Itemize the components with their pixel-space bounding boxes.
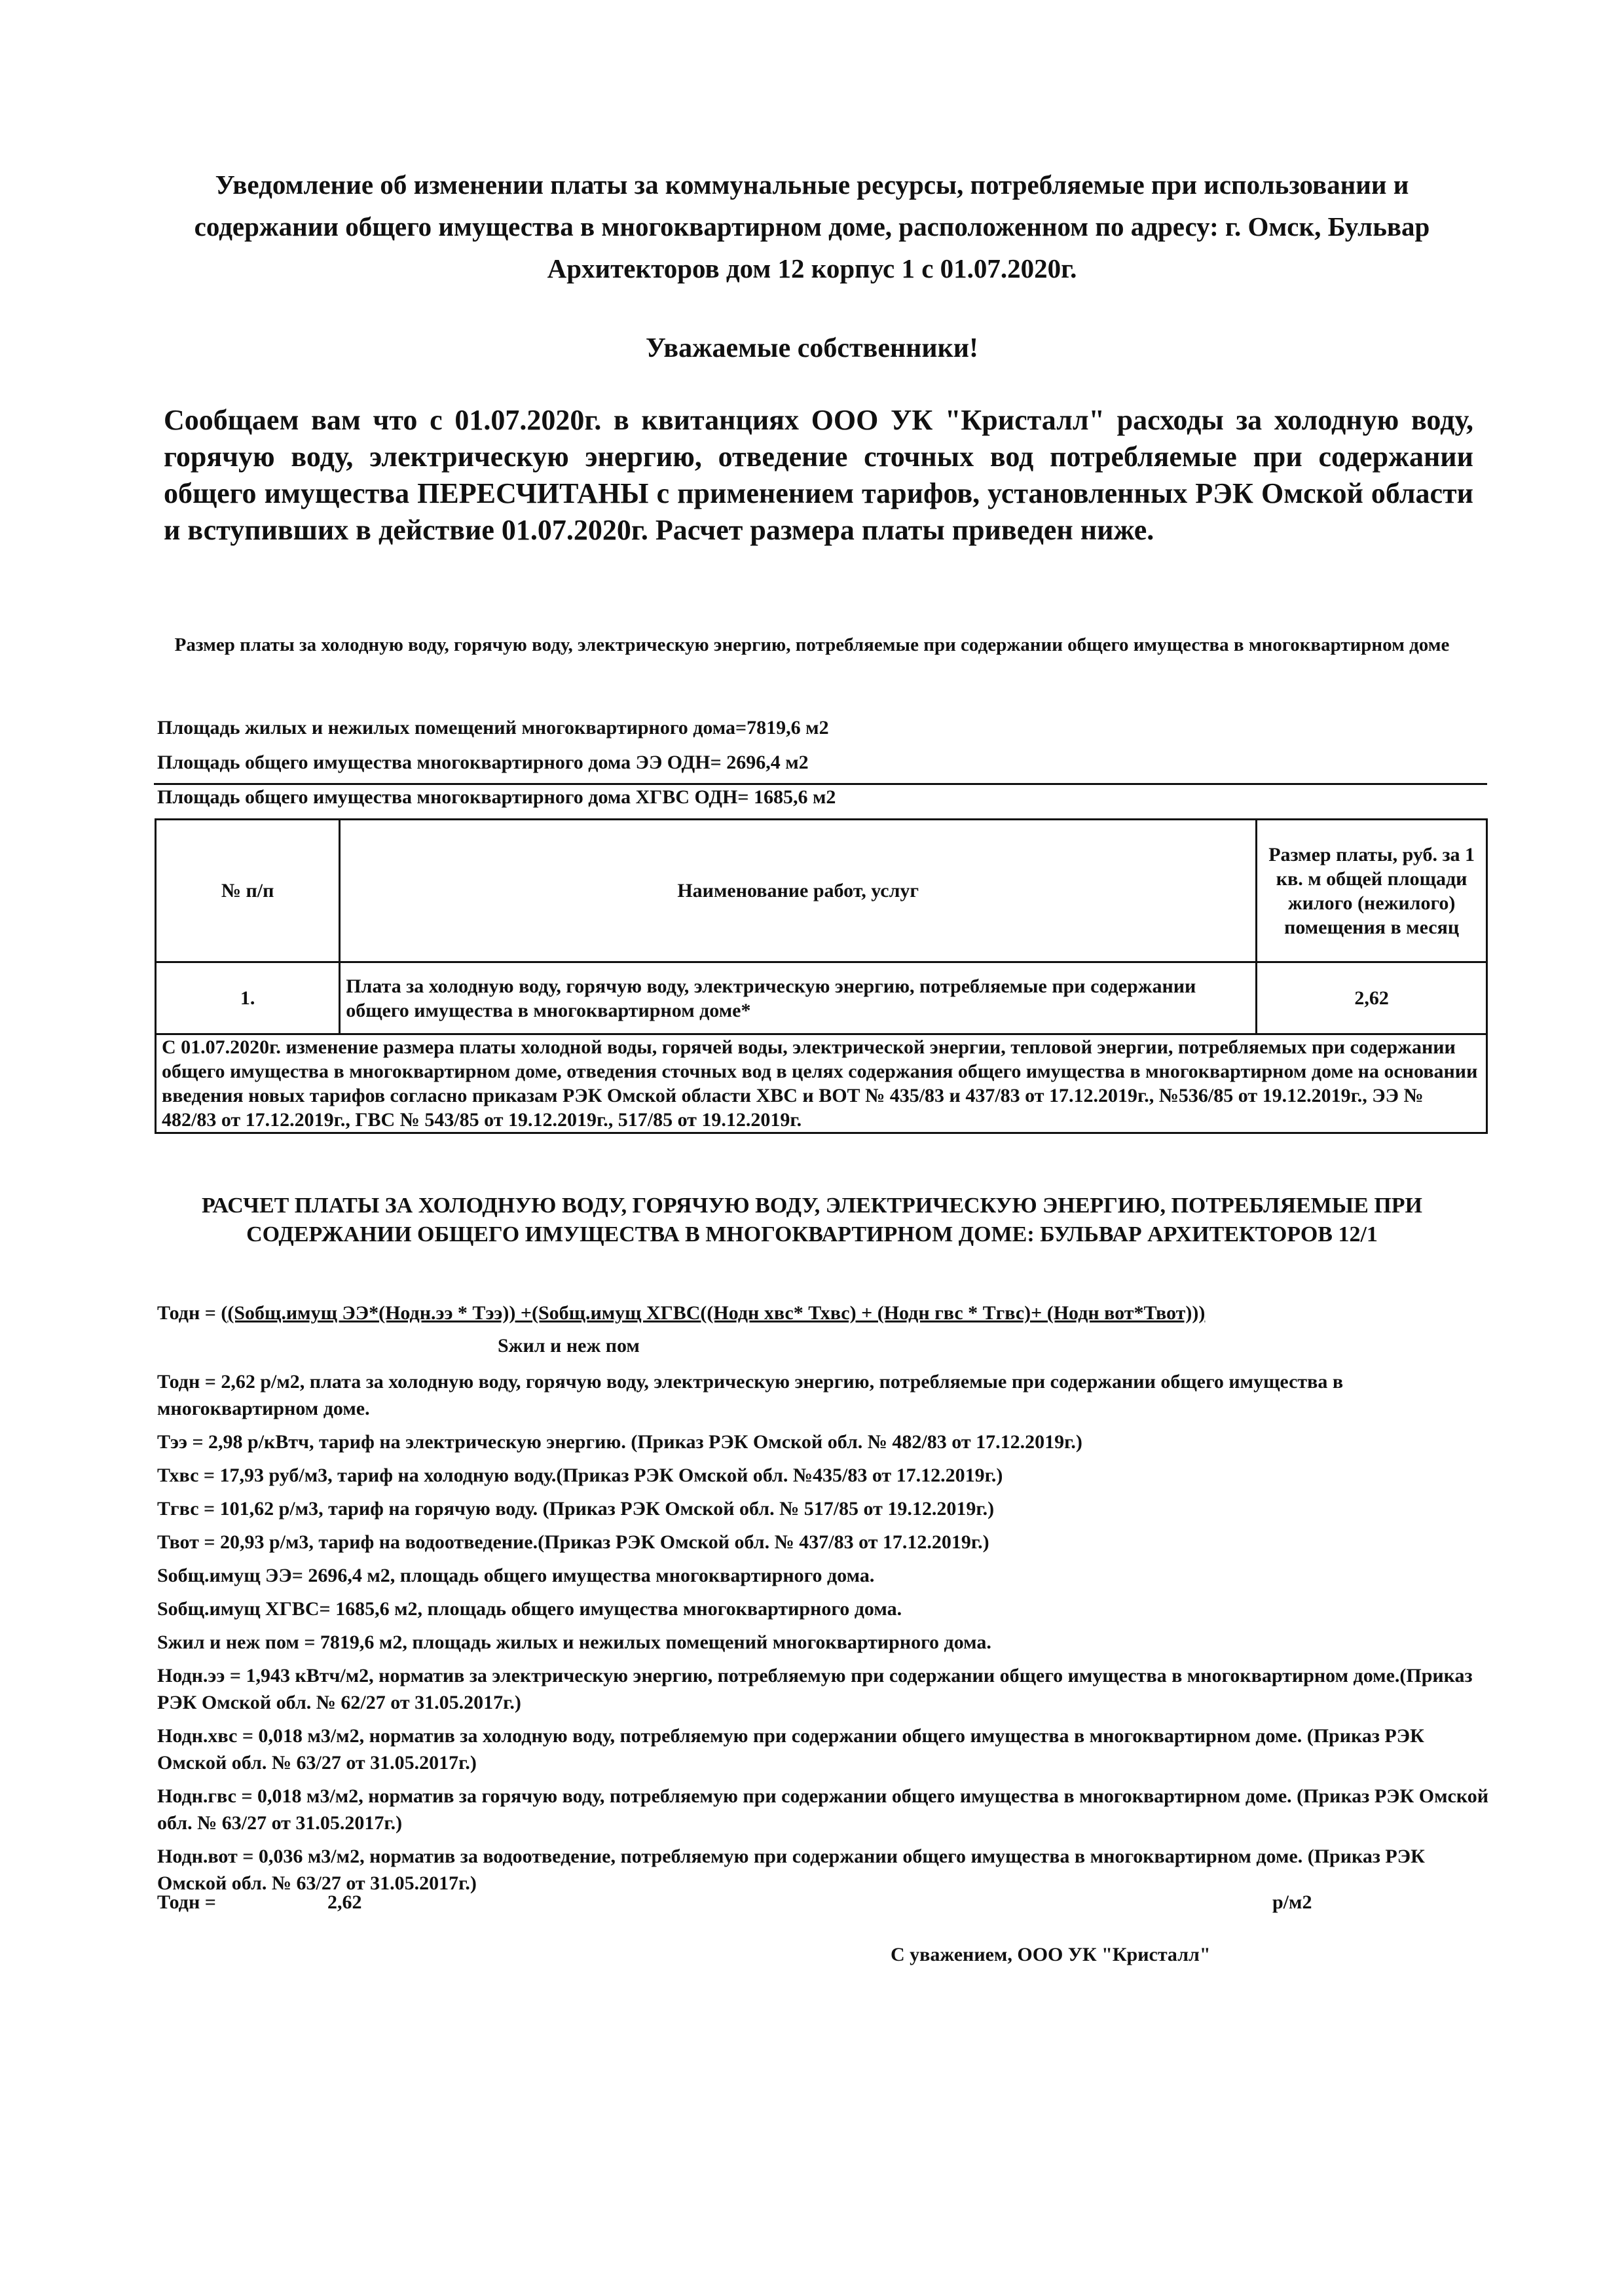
- row-name: Плата за холодную воду, горячую воду, электрическую энергию, потребляемые при содержании общего имущества в многоквартирном доме*: [340, 962, 1257, 1034]
- greeting: Уважаемые собственники!: [646, 333, 978, 363]
- definition-item: Нодн.гвс = 0,018 м3/м2, норматив за горячую воду, потребляемую при содержании общего имущества в многоквартирном доме. (Приказ РЭК Омской обл. № 63/27 от 31.05.2017г.): [157, 1785, 1489, 1834]
- notice-title: Уведомление об изменении платы за коммунальные ресурсы, потребляемые при использовании и содержании общего имущества в многоквартирном доме, расположенном по адресу: г. Омск, Бульвар Архитекторов дом 12 корпус 1 с 01.07.2020г.: [194, 170, 1430, 283]
- result-unit: р/м2: [1272, 1891, 1312, 1913]
- formula-prefix: Тодн = (: [157, 1302, 228, 1324]
- fee-table: [155, 818, 1488, 1134]
- definitions-list: [157, 1368, 1493, 1897]
- result-label: Тодн =: [157, 1891, 216, 1913]
- header-size: Размер платы, руб. за 1 кв. м общей площади жилого (нежилого) помещения в месяц: [1257, 820, 1487, 962]
- formula-denominator: Sжил и неж пом: [498, 1335, 640, 1357]
- definition-item: Тгвс = 101,62 р/м3, тариф на горячую воду. (Приказ РЭК Омской обл. № 517/85 от 19.12.2019г.): [157, 1498, 995, 1520]
- area-hgvs-odn: Площадь общего имущества многоквартирного дома ХГВС ОДН= 1685,6 м2: [157, 786, 836, 808]
- header-name: Наименование работ, услуг: [340, 820, 1257, 962]
- row-value: 2,62: [1257, 962, 1487, 1034]
- definition-item: Нодн.ээ = 1,943 кВтч/м2, норматив за электрическую энергию, потребляемую при содержании общего имущества в многоквартирном доме.(Приказ РЭК Омской обл. № 62/27 от 31.05.2017г.): [157, 1665, 1473, 1713]
- definition-item: Твот = 20,93 р/м3, тариф на водоотведение.(Приказ РЭК Омской обл. № 437/83 от 17.12.2019г.): [157, 1531, 989, 1553]
- header-num: № п/п: [156, 820, 340, 962]
- table-note-row: [156, 1034, 1487, 1133]
- formula-numerator: (Sобщ.имущ ЭЭ*(Нодн.ээ * Тээ)) +(Sобщ.имущ ХГВС((Нодн хвс* Тхвс) + (Нодн гвс * Тгвс)+ (Нодн вот*Твот))): [227, 1302, 1206, 1324]
- intro-paragraph: Сообщаем вам что с 01.07.2020г. в квитанциях ООО УК "Кристалл" расходы за холодную воду, горячую воду, электрическую энергию, отведение сточных вод потребляемые при содержании общего имущества ПЕРЕСЧИТАНЫ с применением тарифов, установленных РЭК Омской области и вступивших в действие 01.07.2020г. Расчет размера платы приведен ниже.: [164, 404, 1473, 546]
- definition-item: Sобщ.имущ ЭЭ= 2696,4 м2, площадь общего имущества многоквартирного дома.: [157, 1565, 875, 1586]
- area-ee-odn: Площадь общего имущества многоквартирного дома ЭЭ ОДН= 2696,4 м2: [157, 752, 809, 773]
- definition-item: Нодн.хвс = 0,018 м3/м2, норматив за холодную воду, потребляемую при содержании общего имущества в многоквартирном доме. (Приказ РЭК Омской обл. № 63/27 от 31.05.2017г.): [157, 1725, 1424, 1774]
- table-row: [156, 962, 1487, 1034]
- table-header-row: [156, 820, 1487, 962]
- table-note: С 01.07.2020г. изменение размера платы холодной воды, горячей воды, электрической энергии, тепловой энергии, потребляемых при содержании общего имущества в многоквартирном доме, отведения сточных вод в целях содержания общего имущества в многоквартирном доме на основании введения новых тарифов согласно приказам РЭК Омской области ХВС и ВОТ № 435/83 и 437/83 от 17.12.2019г., №536/85 от 19.12.2019г., ЭЭ № 482/83 от 17.12.2019г., ГВС № 543/85 от 19.12.2019г., 517/85 от 19.12.2019г.: [156, 1034, 1487, 1133]
- definition-item: Sжил и неж пом = 7819,6 м2, площадь жилых и нежилых помещений многоквартирного дома.: [157, 1631, 991, 1653]
- signature: С уважением, ООО УК "Кристалл": [891, 1944, 1211, 1965]
- definition-item: Тээ = 2,98 р/кВтч, тариф на электрическую энергию. (Приказ РЭК Омской обл. № 482/83 от 17.12.2019г.): [157, 1431, 1082, 1453]
- result-value: 2,62: [327, 1891, 362, 1913]
- definition-item: Нодн.вот = 0,036 м3/м2, норматив за водоотведение, потребляемую при содержании общего имущества в многоквартирном доме. (Приказ РЭК Омской обл. № 63/27 от 31.05.2017г.): [157, 1846, 1425, 1894]
- row-num: 1.: [156, 962, 340, 1034]
- calc-title: РАСЧЕТ ПЛАТЫ ЗА ХОЛОДНУЮ ВОДУ, ГОРЯЧУЮ ВОДУ, ЭЛЕКТРИЧЕСКУЮ ЭНЕРГИЮ, ПОТРЕБЛЯЕМЫЕ ПРИ СОДЕРЖАНИИ ОБЩЕГО ИМУЩЕСТВА В МНОГОКВАРТИРНОМ ДОМЕ: БУЛЬВАР АРХИТЕКТОРОВ 12/1: [202, 1194, 1422, 1247]
- formula: [157, 1300, 1205, 1326]
- section-title: Размер платы за холодную воду, горячую воду, электрическую энергию, потребляемые при содержании общего имущества в многоквартирном доме: [174, 634, 1450, 655]
- definition-item: Тхвс = 17,93 руб/м3, тариф на холодную воду.(Приказ РЭК Омской обл. №435/83 от 17.12.2019г.): [157, 1465, 1003, 1486]
- definition-item: Sобщ.имущ ХГВС= 1685,6 м2, площадь общего имущества многоквартирного дома.: [157, 1598, 902, 1620]
- definition-item: Тодн = 2,62 р/м2, плата за холодную воду, горячую воду, электрическую энергию, потребляемые при содержании общего имущества в многоквартирном доме.: [157, 1371, 1344, 1419]
- area-total: Площадь жилых и нежилых помещений многоквартирного дома=7819,6 м2: [157, 717, 829, 738]
